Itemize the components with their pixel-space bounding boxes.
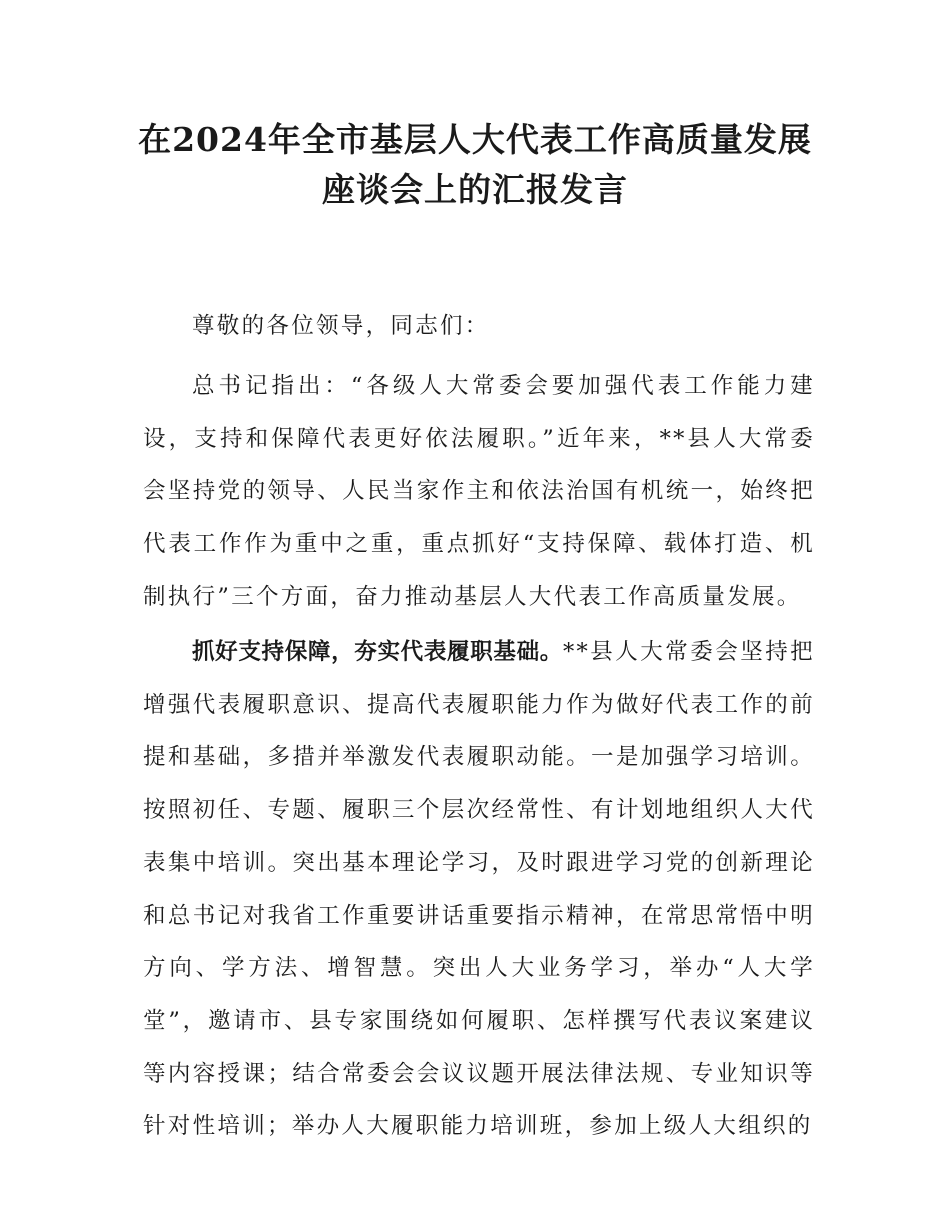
paragraph-2-body: **县人大常委会坚持把增强代表履职意识、提高代表履职能力作为做好代表工作的前提和基础，多措并举激发代表履职动能。一是加强学习培训。按照初任、专题、履职三个层次经常性、有计划地组织人大代表集中培训。突出基本理论学习，及时跟进学习党的创新理论和总书记对我省工作重要讲话重要指示精神，在常思常悟中明方向、学方法、增智慧。突出人大业务学习，举办“人大学堂”，邀请市、县专家围绕如何履职、怎样撰写代表议案建议等内容授课；结合常委会会议议题开展法律法规、专业知识等针对性培训；举办人大履职能力培训班，参加上级人大组织的 bbox=[143, 639, 815, 1140]
document-title-line-1: 在2024年全市基层人大代表工作高质量发展 bbox=[138, 120, 812, 159]
paragraph-2-block bbox=[143, 626, 815, 1153]
paragraph-1: 总书记指出：“各级人大常委会要加强代表工作能力建设，支持和保障代表更好依法履职。”近年来，**县人大常委会坚持党的领导、人民当家作主和依法治国有机统一，始终把代表工作作为重中之重，重点抓好“支持保障、载体打造、机制执行”三个方面，奋力推动基层人大代表工作高质量发展。 bbox=[143, 373, 815, 610]
document-title-line-2: 座谈会上的汇报发言 bbox=[322, 170, 628, 209]
salutation-block bbox=[143, 300, 815, 353]
salutation: 尊敬的各位领导，同志们： bbox=[192, 313, 490, 339]
paragraph-1-block bbox=[143, 360, 815, 624]
paragraph-2 bbox=[143, 626, 815, 1153]
paragraph-2-lead-heading: 抓好支持保障，夯实代表履职基础。 bbox=[192, 639, 563, 665]
